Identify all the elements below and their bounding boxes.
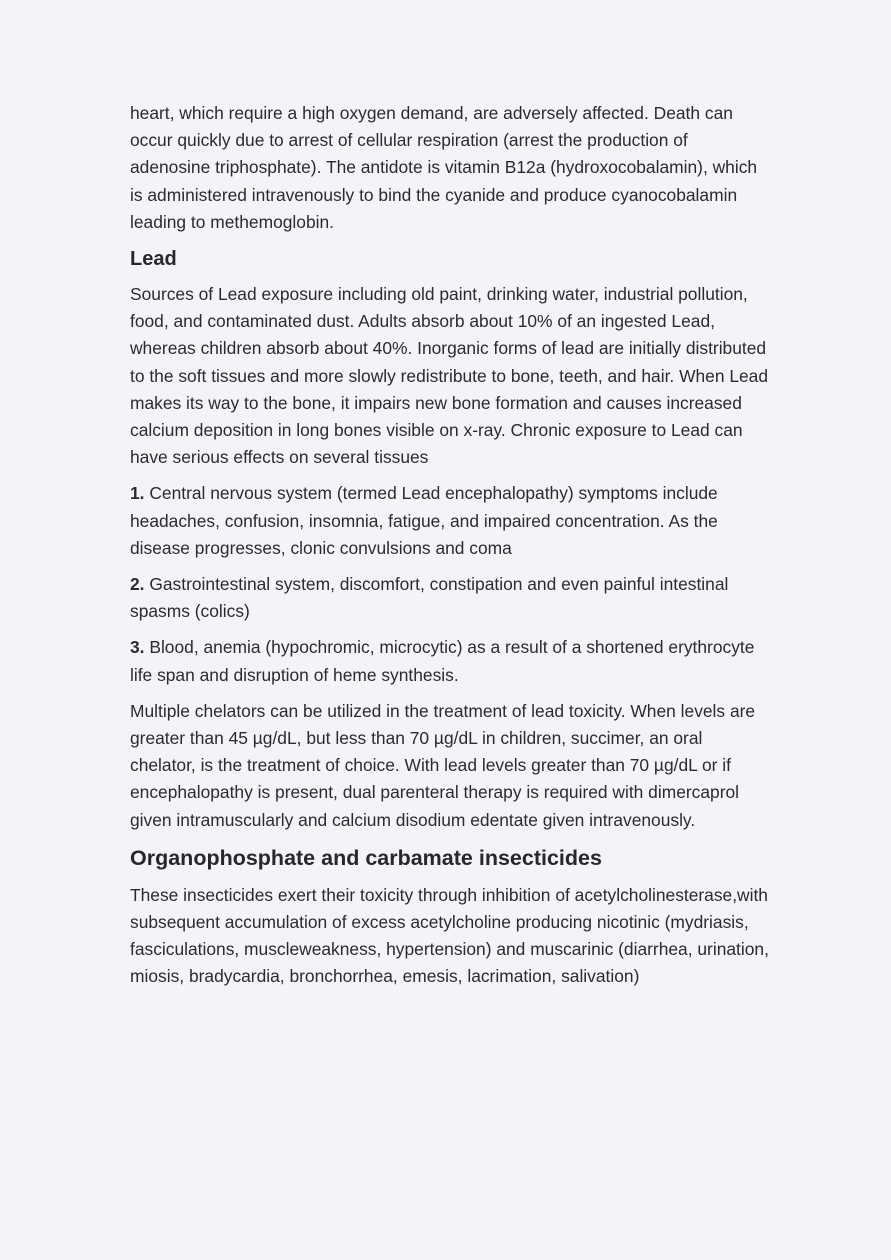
item-number: 1. <box>130 483 145 504</box>
lead-treatment-paragraph: Multiple chelators can be utilized in the treatment of lead toxicity. When levels are greater than 45 µg/dL, but less than 70 µg/dL in children, succimer, an oral chelator, is the treatment of choice. With lead levels greater than 70 µg/dL or if encephalopathy is present, dual parenteral therapy is required with dimercaprol given intramuscularly and calcium disodium edentate given intravenously. <box>130 700 756 830</box>
item-number: 2. <box>130 574 145 595</box>
document-page <box>130 100 770 1000</box>
lead-item-3 <box>130 634 770 688</box>
organophosphate-heading: Organophosphate and carbamate insecticides <box>130 845 602 870</box>
item-text: Blood, anemia (hypochromic, microcytic) as a result of a shortened erythrocyte life span and disruption of heme synthesis. <box>130 637 755 685</box>
item-text: Central nervous system (termed Lead encephalopathy) symptoms include headaches, confusion, insomnia, fatigue, and impaired concentration. As the disease progresses, clonic convulsions and coma <box>130 483 718 558</box>
lead-item-1 <box>130 480 770 562</box>
lead-heading: Lead <box>130 248 177 271</box>
item-number: 3. <box>130 637 145 658</box>
lead-item-2 <box>130 571 770 625</box>
item-text: Gastrointestinal system, discomfort, constipation and even painful intestinal spasms (colics) <box>130 574 729 622</box>
intro-paragraph: heart, which require a high oxygen demand, are adversely affected. Death can occur quickly due to arrest of cellular respiration (arrest the production of adenosine triphosphate). The antidote is vitamin B12a (hydroxocobalamin), which is administered intravenously to bind the cyanide and produce cyanocobalamin leading to methemoglobin. <box>130 103 758 232</box>
organophosphate-paragraph: These insecticides exert their toxicity through inhibition of acetylcholinesterase,with subsequent accumulation of excess acetylcholine producing nicotinic (mydriasis, fasciculations, muscleweakness, hypertension) and muscarinic (diarrhea, urination, miosis, bradycardia, bronchorrhea, emesis, lacrimation, salivation) <box>130 884 769 987</box>
lead-paragraph: Sources of Lead exposure including old paint, drinking water, industrial pollution, food, and contaminated dust. Adults absorb about 10% of an ingested Lead, whereas children absorb about 40%. Inorganic forms of lead are initially distributed to the soft tissues and more slowly redistribute to bone, teeth, and hair. When Lead makes its way to the bone, it impairs new bone formation and causes increased calcium deposition in long bones visible on x-ray. Chronic exposure to Lead can have serious effects on several tissues <box>130 284 769 468</box>
